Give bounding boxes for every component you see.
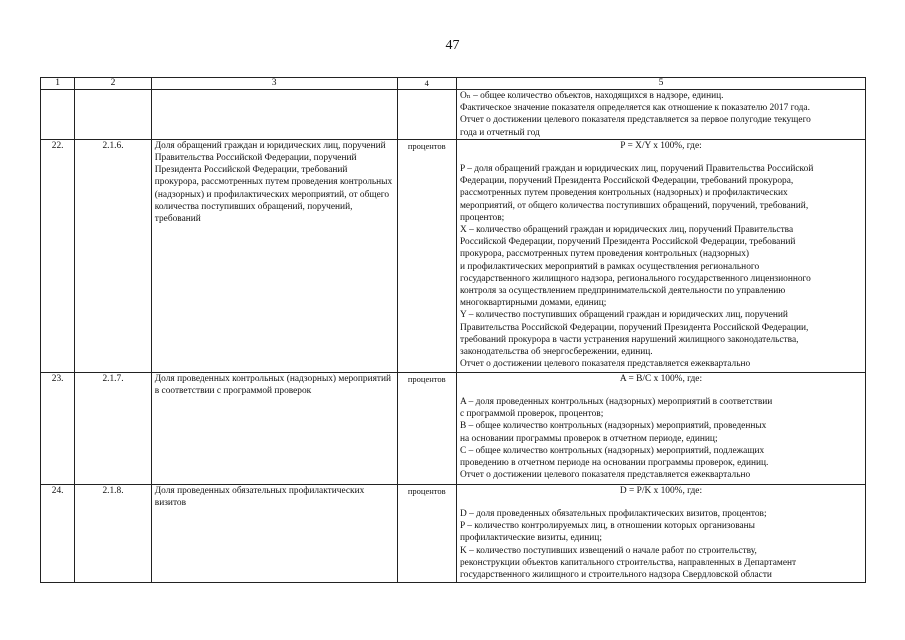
description-line: контроля за осуществлением предпринимательской деятельности по управлению: [459, 286, 786, 297]
description-line: процентов;: [459, 212, 505, 223]
description-cell: [456, 372, 865, 484]
description-line: X – количество обращений граждан и юридических лиц, поручений Правительства: [459, 225, 794, 236]
indicator-name: Доля обращений граждан и юридических лиц, поручений Правительства Российской Федерации, поручений Президента Российской Федерации, требований прокурора, рассмотренных путем проведения контрольных (надзорных) и профилактических мероприятий, от общего количества поступивших обращений, поручений, требований: [151, 139, 397, 372]
row-number: 23.: [41, 372, 75, 484]
description-line: профилактические визиты, единиц;: [459, 533, 602, 544]
description-line: B – общее количество контрольных (надзорных) мероприятий, проведенных: [459, 421, 767, 432]
indicator-table: [40, 77, 866, 583]
unit-cell: процентов: [397, 484, 456, 582]
description-line: Российской Федерации, поручений Президента Российской Федерации, требований: [459, 237, 796, 248]
description-line: P – доля обращений граждан и юридических лиц, поручений Правительства Российской: [459, 164, 814, 175]
description-cell: [456, 139, 865, 372]
header-cell: 4: [397, 78, 456, 90]
row-number: 24.: [41, 484, 75, 582]
description-line: P – количество контролируемых лиц, в отношении которых организованы: [459, 521, 755, 532]
description-cell: [456, 484, 865, 582]
formula: P = X/Y x 100%, где:: [620, 140, 702, 151]
description-line: и профилактических мероприятий в рамках осуществления регионального: [459, 261, 760, 272]
description-line: года и отчетный год: [459, 127, 540, 138]
header-cell: 1: [41, 78, 75, 90]
description-line: C – общее количество контрольных (надзорных) мероприятий, подлежащих: [459, 445, 765, 456]
description-line: требований прокурора в части устранения нарушений жилищного законодательства,: [459, 334, 799, 345]
description-line: Отчет о достижении целевого показателя представляется ежеквартально: [459, 359, 751, 370]
header-cell: 3: [151, 78, 397, 90]
unit-cell: процентов: [397, 139, 456, 372]
indicator-name: Доля проведенных обязательных профилактических визитов: [151, 484, 397, 582]
description-line: законодательства об энергосбережении, единиц.: [459, 347, 653, 358]
description-line: мероприятий, от общего количества поступивших обращений, поручений, требований,: [459, 200, 809, 211]
row-number: 22.: [41, 139, 75, 372]
description-line: реконструкции объектов капитального строительства, направленных в Департамент: [459, 557, 797, 568]
description-line: рассмотренных путем проведения контрольных (надзорных) и профилактических: [459, 188, 788, 199]
unit-cell: процентов: [397, 372, 456, 484]
description-line: государственного жилищного и строительного надзора Свердловской области: [459, 570, 772, 581]
description-line: Отчет о достижении целевого показателя представляется ежеквартально: [459, 470, 751, 481]
description-line: Правительства Российской Федерации, поручений Президента Российской Федерации,: [459, 322, 809, 333]
table-header-row: [41, 78, 866, 90]
description-line: Отчет о достижении целевого показателя представляется за первое полугодие текущего: [459, 115, 811, 126]
table-row: [41, 139, 866, 372]
table-row-continuation: [41, 90, 866, 140]
page-number: 47: [445, 38, 460, 53]
description-line: A – доля проведенных контрольных (надзорных) мероприятий в соответствии: [459, 397, 773, 408]
table-row: [41, 372, 866, 484]
description-line: K – количество поступивших извещений о начале работ по строительству,: [459, 545, 757, 556]
description-line: Оₙ – общее количество объектов, находящихся в надзоре, единиц.: [459, 91, 724, 101]
description-line: проведению в отчетном периоде на основании программы проверок, единиц.: [459, 458, 769, 469]
description-line: Федерации, поручений Президента Российской Федерации, требований прокурора,: [459, 176, 794, 187]
indicator-name: Доля проведенных контрольных (надзорных) мероприятий в соответствии с программой проверок: [151, 372, 397, 484]
row-code: 2.1.6.: [75, 139, 152, 372]
description-line: Y – количество поступивших обращений граждан и юридических лиц, поручений: [459, 310, 788, 321]
description-line: многоквартирными домами, единиц;: [459, 298, 607, 309]
table-row: [41, 484, 866, 582]
description-line: с программой проверок, процентов;: [459, 409, 604, 420]
description-line: на основании программы проверок в отчетном периоде, единиц;: [459, 433, 718, 444]
description-line: государственного жилищного надзора, регионального государственного лицензионного: [459, 273, 811, 284]
description-line: D – доля проведенных обязательных профилактических визитов, процентов;: [459, 509, 767, 520]
description-line: Фактическое значение показателя определяется как отношение к показателю 2017 года.: [459, 103, 810, 114]
header-cell: 5: [456, 78, 865, 90]
formula: D = P/K x 100%, где:: [619, 485, 703, 496]
row-code: 2.1.7.: [75, 372, 152, 484]
row-code: 2.1.8.: [75, 484, 152, 582]
formula: A = B/C x 100%, где:: [619, 373, 703, 384]
header-cell: 2: [75, 78, 152, 90]
description-cell: [456, 90, 865, 140]
description-line: прокурора, рассмотренных путем проведения контрольных (надзорных): [459, 249, 750, 260]
